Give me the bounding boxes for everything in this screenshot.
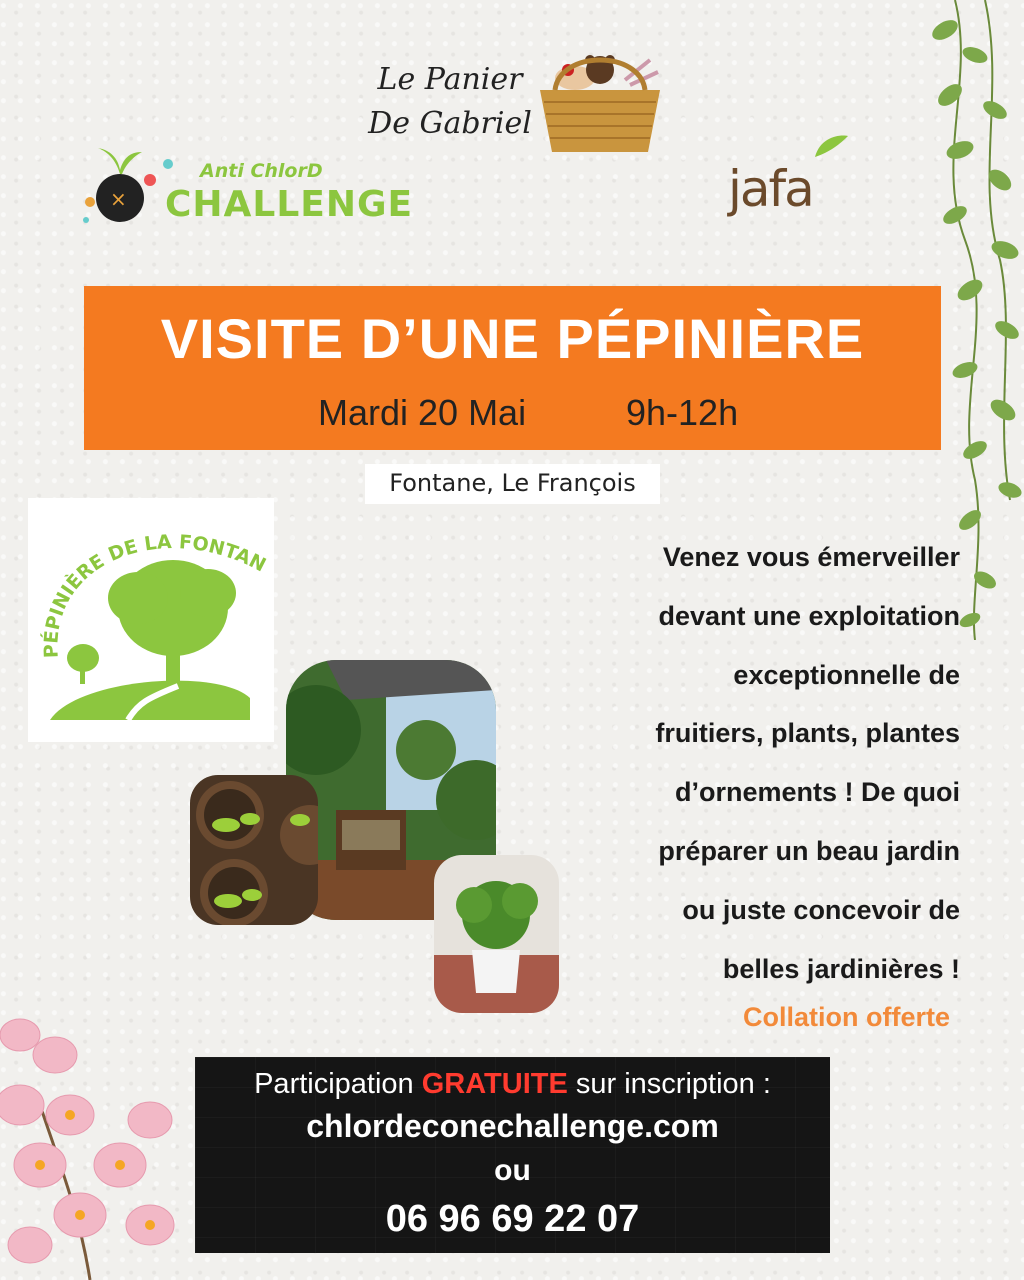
- event-title: VISITE D’UNE PÉPINIÈRE: [160, 307, 865, 370]
- tree-logo-icon: [28, 498, 274, 742]
- orchid-flowers-decoration: [0, 1015, 190, 1280]
- panier-logo-line1: Le Panier: [377, 62, 523, 97]
- registration-line: [195, 1068, 830, 1101]
- acc-logo-big: CHALLENGE: [165, 184, 414, 225]
- acc-logo-small: Anti ChlorD: [200, 160, 323, 182]
- registration-suffix: sur inscription :: [567, 1068, 771, 1100]
- description-line: fruitiers, plants, plantes: [655, 718, 960, 749]
- description-line: ou juste concevoir de: [682, 894, 960, 925]
- event-date: Mardi 20 Mai: [318, 392, 527, 433]
- svg-text:×: ×: [110, 187, 127, 211]
- description-line: belles jardinières !: [722, 953, 960, 984]
- event-time: 9h-12h: [626, 392, 739, 433]
- description-line: exceptionnelle de: [733, 659, 960, 690]
- event-location: Fontane, Le François: [365, 464, 660, 504]
- leaf-icon: [810, 132, 850, 162]
- basket-icon: [530, 40, 670, 160]
- description-line: d’ornements ! De quoi: [674, 777, 960, 808]
- collation-note: Collation offerte: [743, 1002, 950, 1032]
- photo-potted-plant: [434, 855, 559, 1013]
- pepiniere-logo-text: PÉPINIÈRE DE LA FONTAN: [40, 531, 270, 659]
- registration-or: ou: [494, 1154, 531, 1187]
- photo-seedlings: [190, 775, 318, 925]
- registration-url[interactable]: chlordeconechallenge.com: [306, 1108, 719, 1144]
- panier-logo-text: [360, 58, 540, 146]
- description: [560, 528, 960, 998]
- panier-logo-line2: De Gabriel: [368, 106, 532, 141]
- description-line: devant une exploitation: [658, 600, 960, 631]
- pepiniere-logo: [28, 498, 274, 742]
- description-line: préparer un beau jardin: [658, 835, 960, 866]
- jafa-logo-text: jafa: [728, 160, 813, 218]
- free-label: GRATUITE: [421, 1068, 568, 1100]
- registration-phone[interactable]: 06 96 69 22 07: [385, 1198, 640, 1240]
- registration-prefix: Participation: [254, 1068, 422, 1100]
- description-line: Venez vous émerveiller: [662, 542, 960, 572]
